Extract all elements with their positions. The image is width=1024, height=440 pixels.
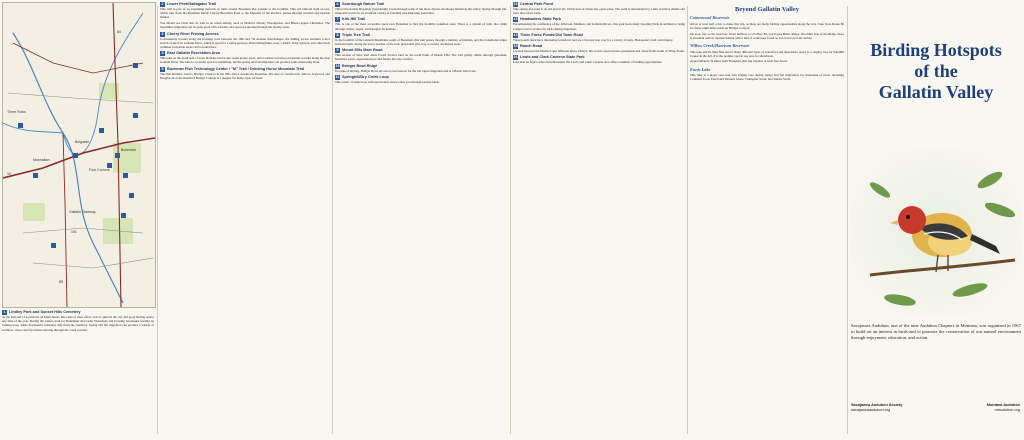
section-text: Allow at least half a day to make this trip, as there are many birding opportunities along the way. Take State Route 86 for thirty-eight miles north up Bridger Canyon. xyxy=(690,21,844,30)
column-3 xyxy=(335,2,507,438)
site-entry-12 xyxy=(513,2,685,15)
site-description: At the east end of downtown on Main Street, this oasis of trees offers a bit of quiet in the city and good birding nearly any time of the year. During the winter, look for Bohemian and Cedar Waxwings and Evening Grosbeaks feeding on fruiting trees, while Townsend's Solitaires sing from the cemetery. Spring and fall migration can produce a variety of warblers, vireos and flycatchers moving through the creek corridor. xyxy=(2,315,154,332)
site-entry-8 xyxy=(335,33,507,46)
site-title: Triple Tree Trail xyxy=(342,32,370,37)
svg-text:85: 85 xyxy=(59,280,63,284)
site-description: In the foothills of the Gallatin Mountains south of Bozeman, this trail passes through a number of habitats, and the transitional edges between them. Along the lower reaches of the trail, grasslands give way to brushy deciduous areas. xyxy=(335,37,507,47)
svg-text:191: 191 xyxy=(71,230,77,234)
site-description: This park on the north side of town includes Glen Lake, some grassy areas, and a willow/cottonwood riparian corridor along the East Gallatin River. The lake is a popular spot for swimming, but the spring and fall migration can produce some interesting birds. xyxy=(160,56,330,65)
site-description: You should see birds that do well in an urban setting, such as Mallard, Downy Woodpecker, and Black-capped Chickadee. The September migration can be quite good with warblers and sparrows moving through the brushy areas. xyxy=(160,21,330,30)
org-name: Sacajawea Audubon Society xyxy=(851,403,903,407)
column-divider xyxy=(157,6,158,434)
svg-text:Three Forks: Three Forks xyxy=(7,110,26,114)
site-number: 14 xyxy=(513,32,518,37)
site-description: This scenic 15 mile loop, with spectacular views, takes you through pasture lands. xyxy=(335,79,440,84)
org-url-link[interactable]: sacajaweaaudubon.org xyxy=(851,408,891,412)
site-entry-7 xyxy=(335,17,507,30)
site-description: This trail parallels Bozeman (Sourdough) Creek through some of the more diverse deciduous habitat in the valley. Spring through fall, listen and watch for an excellent variety of breeding and migrating passerines. xyxy=(335,7,507,16)
column-1 xyxy=(2,2,154,438)
column-2 xyxy=(160,2,330,438)
org-url-link[interactable]: mtaudubon.org xyxy=(994,408,1020,412)
site-title: Sourdough Nature Trail xyxy=(342,2,385,6)
site-number: 7 xyxy=(336,17,339,22)
site-entry-14 xyxy=(513,33,685,42)
site-title: Lower Peet/Gallagator Trail xyxy=(167,2,216,6)
section-text: Approximately 30 miles from Bozeman, this trip requires at least four hours. xyxy=(690,59,788,64)
site-entry-2 xyxy=(160,2,330,30)
site-description: This is one of the most accessible spots near Bozeman to bird the foothills transition zone. There is a system of trails that climb through willow, aspen, and Douglas-fir habitats. xyxy=(335,22,507,31)
site-description: These ponds often have interesting waterfowl and are a favored stop over for a variety of terns, Bonaparte's Gull, and Osprey. xyxy=(513,37,674,42)
column-divider xyxy=(332,6,333,434)
site-description: The fish hatchery road to Bridger Creek is in the hills above downtown Bozeman. The mix of cottonwood, willow, dogwood, and Douglas-fir at the mouth of Bridger Canyon is a magnet for many types of birds. xyxy=(160,71,330,80)
site-description: In terms of birding, Bridger Bowl ski area is best known for the fall raptor migration and is a Hawk Watch site. xyxy=(335,68,477,73)
column-5 xyxy=(690,2,844,438)
bird-photo xyxy=(850,150,1022,315)
section-subheading: Cottonwood Reservoir xyxy=(690,15,730,21)
site-title: Three Forks Ponds/Old Town Road xyxy=(520,32,584,37)
section-text: This lake and its mud flats attract many different types of waterfowl and shorebirds, and it is a staging area for Sandhill Cranes in the fall. It is the premier spot in our area for shorebirds. xyxy=(690,49,844,58)
site-number: 1 xyxy=(3,310,6,314)
section-heading: Beyond Gallatin Valley xyxy=(735,6,799,13)
site-title: Cherry River Fishing Access xyxy=(167,31,219,36)
svg-text:84: 84 xyxy=(117,30,121,34)
site-entry-6 xyxy=(335,2,507,15)
site-entry-3 xyxy=(160,32,330,50)
section-text: On your way to the reservoir, about halfway to US Hwy 89, you'll pass Battle Ridge. On either side of the Ridge, there is excellent willow riparian habitat with a mix of coniferous forest as you travel over the divide. xyxy=(690,31,844,40)
site-number: 10 xyxy=(335,63,340,68)
svg-text:Belgrade: Belgrade xyxy=(75,140,90,144)
svg-text:10: 10 xyxy=(7,172,11,176)
site-description: This spring-fed pond is an old gravel pit, which now is winter has open water. The pond is surrounded by a mix of native shrubs and trees that attract birds. xyxy=(513,7,685,16)
site-entry-4 xyxy=(160,51,330,64)
site-number: 15 xyxy=(513,44,518,49)
section-text: This lake is a major stop-over and staging area during spring and fall migrations for thousands of birds, including Common Loon, Eared and Western Grebe, Trumpeter Swan, and Tundra Swan. xyxy=(690,73,844,82)
site-number: 13 xyxy=(513,17,518,22)
beyond-section-2 xyxy=(690,43,844,64)
site-title: Lindley Park and Sunset Hills Cemetery xyxy=(9,310,81,314)
site-entry-13 xyxy=(513,17,685,30)
beyond-section-1 xyxy=(690,15,844,40)
site-title: Ranch Road xyxy=(520,44,543,49)
site-number: 16 xyxy=(513,55,518,60)
svg-text:Manhattan: Manhattan xyxy=(33,158,50,162)
title-line-2: of the xyxy=(914,61,958,81)
site-description: Conveniently located along the frontage road between the 19th and 7th Avenue interchanges, the fishing access includes a nice stretch of the East Gallatin River, which is good for a quick getaway. Belted Kingfisher, Gray Catbird, Song Sparrow and other birds common in riparian areas can be found here. xyxy=(160,36,330,49)
column-4 xyxy=(513,2,685,438)
site-number: 8 xyxy=(336,32,339,37)
site-description: Less than an hour's drive from Bozeman, the Lewis and Clark Caverns area offers a number of birding opportunities. xyxy=(513,60,663,65)
site-number: 4 xyxy=(161,51,164,56)
site-entry-9 xyxy=(335,48,507,61)
site-entry-16 xyxy=(513,55,685,64)
site-number: 5 xyxy=(161,66,164,71)
site-description: Encompassing the confluence of the Jefferson, Madison, and Gallatin Rivers, this park hosts many breeding birds in addition to being a major travel corridor for birds during migration. xyxy=(513,22,685,31)
site-number: 9 xyxy=(336,48,339,53)
site-title: Mount Ellis Main Road xyxy=(342,48,383,53)
footer-left xyxy=(851,403,936,413)
site-number: 3 xyxy=(161,31,164,36)
title-line-3: Gallatin Valley xyxy=(878,82,994,102)
site-description: This trail is part of an expanding network of trails around Bozeman that extends to the foothills. This old railroad right-of-way, which runs from the Bozeman Public Library/Bozeman Pond to the Museum of the Rockies, passes through wetland and riparian habitat. xyxy=(160,7,330,20)
site-entry-11 xyxy=(335,75,507,84)
site-title: Headwaters State Park xyxy=(520,17,561,22)
site-number: 11 xyxy=(335,74,340,79)
section-subheading: Ennis Lake xyxy=(690,66,711,72)
site-title: Bridger Bowl Ridge xyxy=(342,63,378,68)
brochure-title xyxy=(850,40,1022,103)
svg-text:Bozeman: Bozeman xyxy=(121,148,136,152)
site-entry-15 xyxy=(513,44,685,53)
site-description: Located between the Madison and Jefferson River Valleys, this scenic road traverses grasslands and wheat fields south of Three Forks. xyxy=(513,49,685,54)
site-title: Lewis and Clark Caverns State Park xyxy=(520,55,585,60)
title-line-1: Birding Hotspots xyxy=(870,40,1002,60)
site-entry-10 xyxy=(335,64,507,73)
svg-text:Gallatin Gateway: Gallatin Gateway xyxy=(69,210,96,214)
svg-text:Four Corners: Four Corners xyxy=(89,168,110,172)
beyond-section-3 xyxy=(690,67,844,82)
section-subheading: Willow Creek/Harrison Reservoir xyxy=(690,43,750,49)
column-divider xyxy=(687,6,688,434)
site-entry-5 xyxy=(160,67,330,80)
org-name: Montana Audubon xyxy=(986,403,1020,407)
site-number: 2 xyxy=(161,2,164,6)
site-number: 12 xyxy=(513,2,518,6)
column-divider xyxy=(510,6,511,434)
site-description: This section of State land abuts Forest Service land on the north flank of Mount Ellis. The trail gently climbs through grassland, hawthorn scrub, aspen meadows and finally into the conifers. xyxy=(335,53,507,62)
about-text: Sacajawea Audubon, one of the nine Audubon Chapters in Montana, was organized in 1967 to build on an interest in birds and to promote the conservation of our natural environment through enjoyment, education, and action. xyxy=(851,322,1021,341)
site-title: Central Park Pond xyxy=(520,2,553,6)
site-title: Springhill/Dry Creek Loop xyxy=(342,74,389,79)
site-number: 6 xyxy=(336,2,339,6)
site-title: East Gallatin Recreation Area xyxy=(167,51,221,56)
bird-illustration-icon xyxy=(850,150,1022,315)
site-entry-1 xyxy=(2,310,154,332)
site-title: Kirk Hill Trail xyxy=(342,17,366,22)
column-divider xyxy=(847,6,848,434)
site-title: Bozeman Fish Technology Center / "M" Trail / Drinking Horse Mountain Trail xyxy=(167,66,304,71)
footer-right xyxy=(940,403,1020,413)
